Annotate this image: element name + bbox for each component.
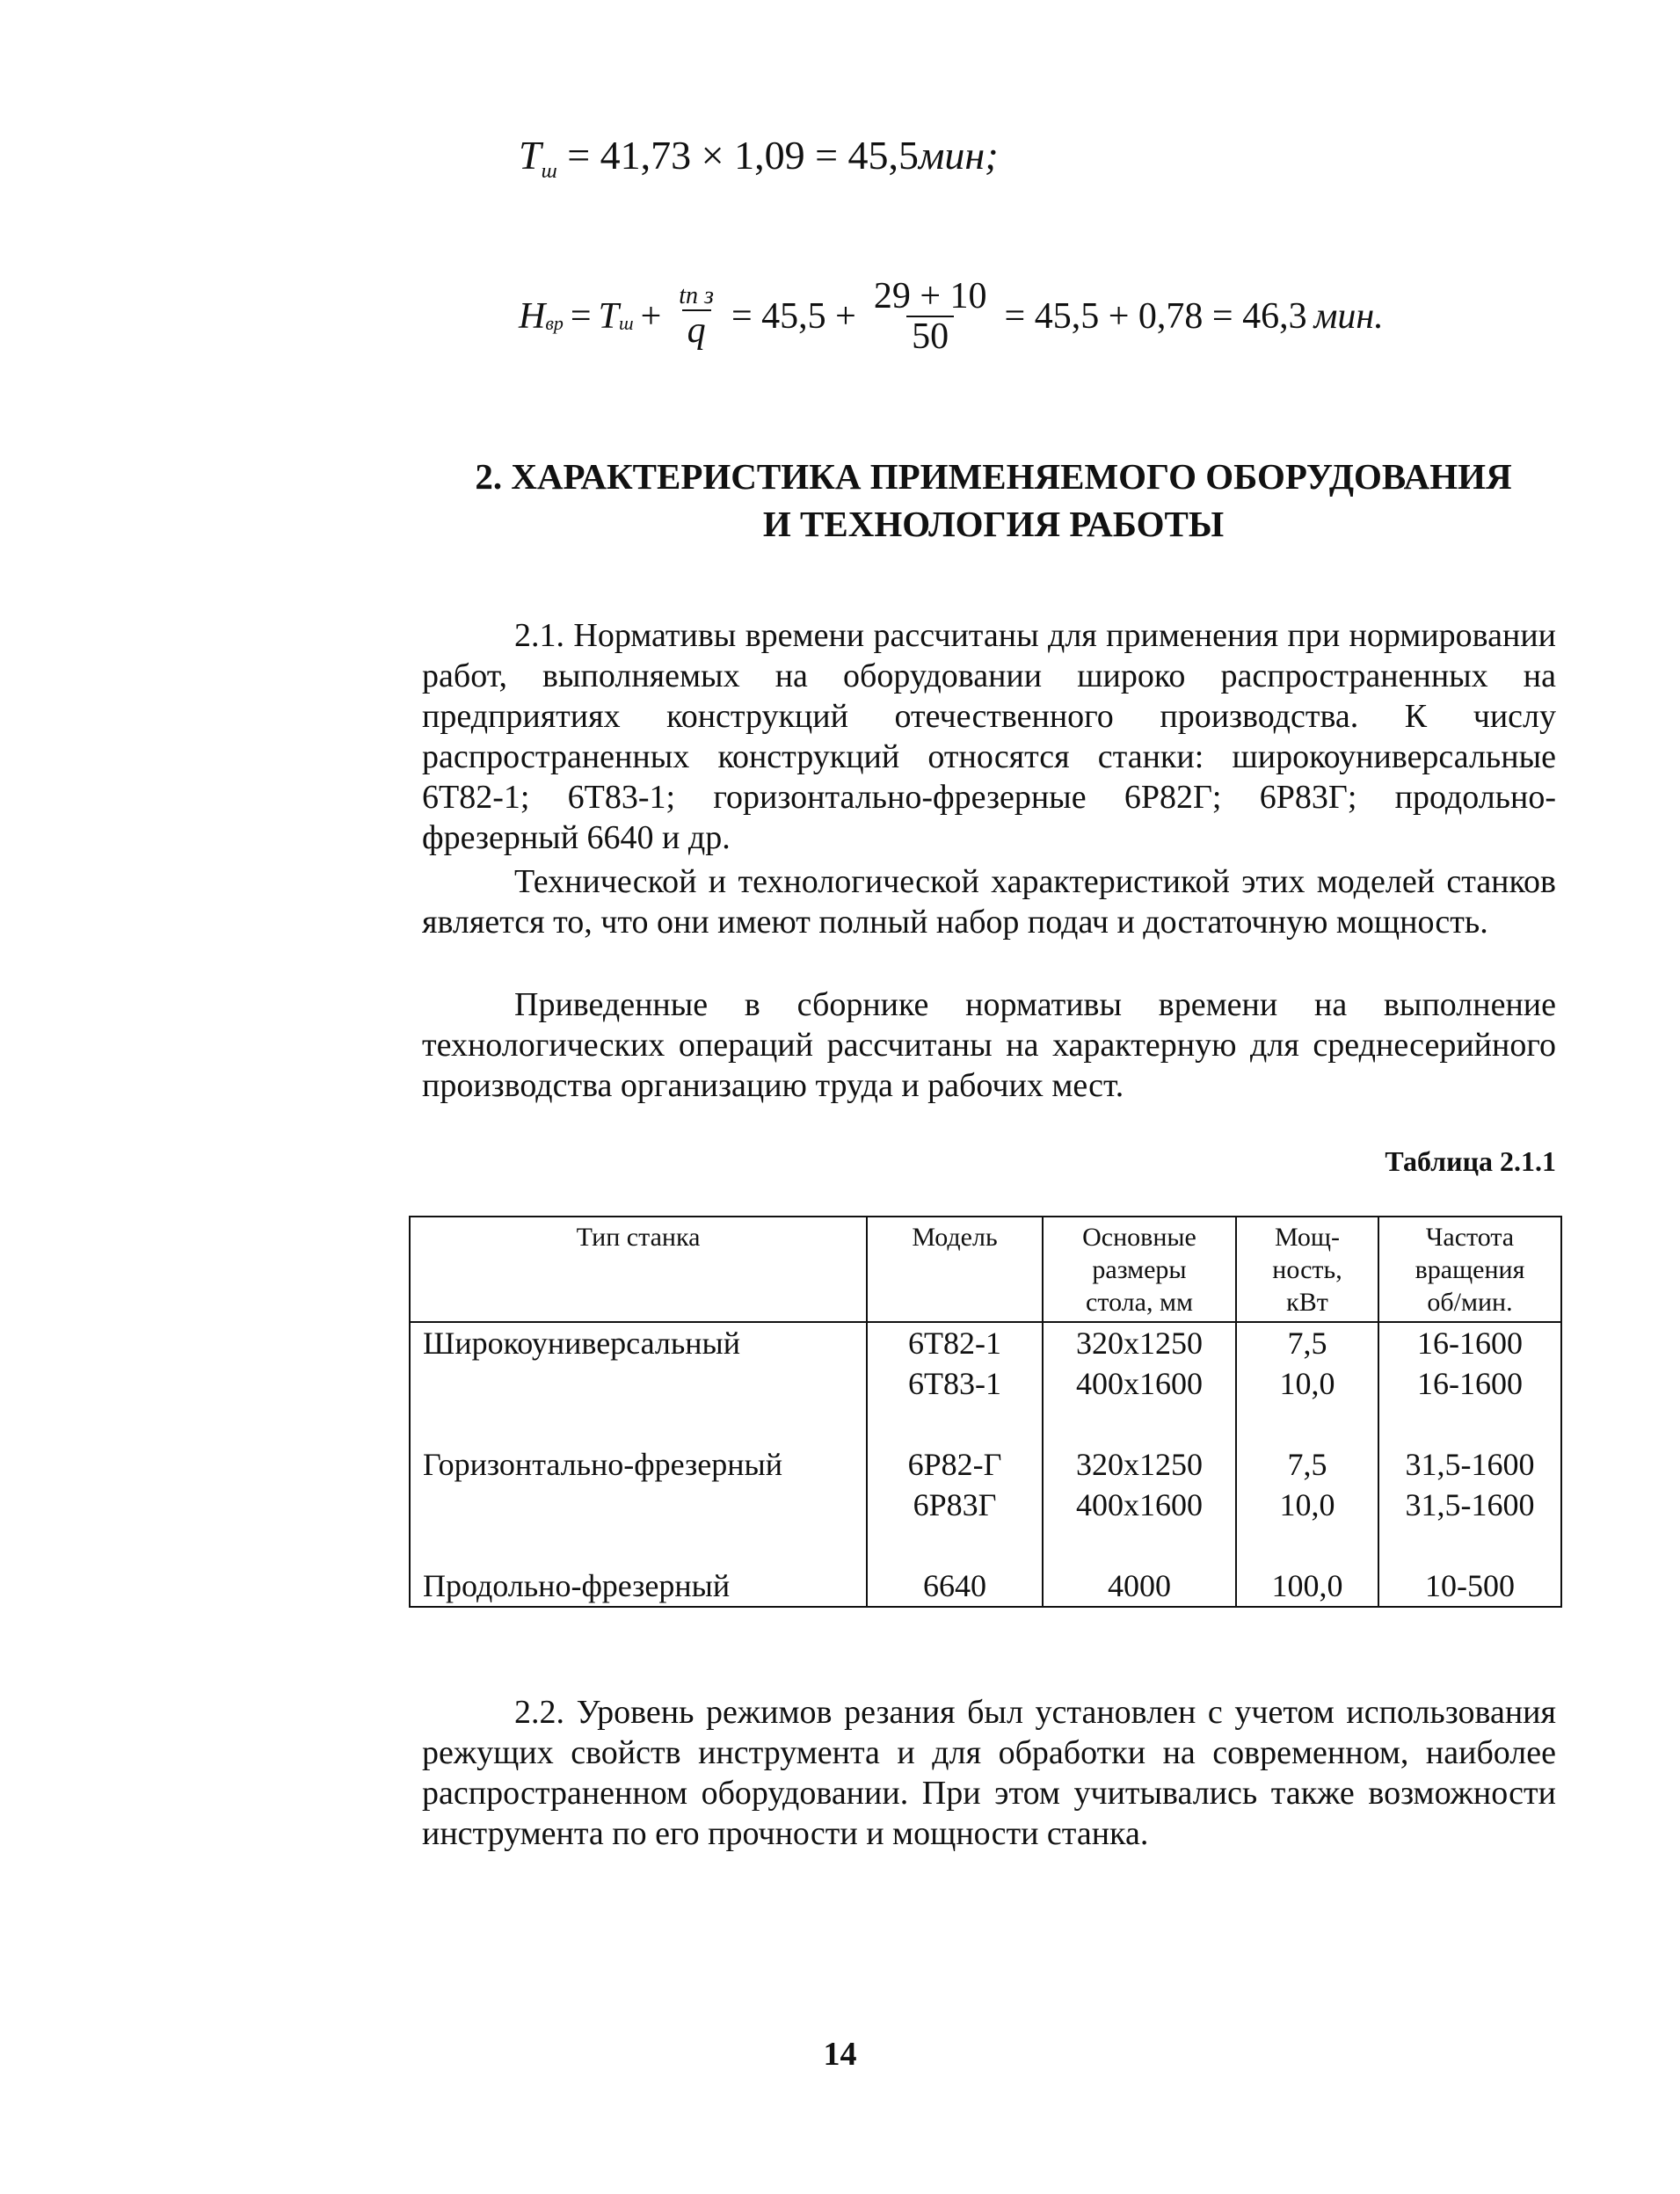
cell-rotation-speed: 16-1600 [1378, 1363, 1561, 1404]
cell-table-size: 4000 [1043, 1566, 1236, 1607]
cell-rotation-speed: 31,5-1600 [1378, 1444, 1561, 1485]
table-row [410, 1444, 1561, 1485]
formula2-lhs-var: H [519, 296, 546, 337]
equipment-table [409, 1216, 1562, 1608]
cell-rotation-speed: 10-500 [1378, 1566, 1561, 1607]
table-row [410, 1566, 1561, 1607]
formula2-eq: = [570, 296, 592, 337]
cell-table-size: 400x1600 [1043, 1363, 1236, 1404]
formula2-lhs-sub: вр [545, 312, 564, 334]
formula2-t-var: T [598, 296, 619, 337]
formula2-mid: = 45,5 + [731, 296, 856, 337]
cell-table-size: 320x1250 [1043, 1322, 1236, 1363]
cell-power: 7,5 [1236, 1444, 1378, 1485]
table-caption: Таблица 2.1.1 [1385, 1145, 1556, 1177]
table-header-row [410, 1217, 1561, 1322]
cell-rotation-speed: 31,5-1600 [1378, 1485, 1561, 1525]
paragraph-norms: Приведенные в сборнике нормативы времени на выполнение технологических операций рассчитаны на характерную для среднесерийного производства организацию труда и рабочих мест. [422, 986, 1556, 1104]
header-machine-type: Тип станка [410, 1217, 867, 1322]
section-heading-line1: 2. ХАРАКТЕРИСТИКА ПРИМЕНЯЕМОГО ОБОРУДОВАНИЯ [475, 456, 1512, 497]
cell-machine-type [410, 1485, 867, 1525]
formula-shift-time [519, 132, 999, 183]
formula-expression: = 41,73 × 1,09 = 45,5 [567, 133, 920, 178]
cell-model: 6Т82-1 [867, 1322, 1043, 1363]
formula2-fraction-setup [673, 283, 719, 349]
section-heading-line2: И ТЕХНОЛОГИЯ РАБОТЫ [762, 504, 1225, 544]
fraction-denominator: 50 [906, 316, 954, 356]
cell-model: 6Р82-Г [867, 1444, 1043, 1485]
formula-unit: мин; [919, 133, 999, 178]
header-table-size: Основные размеры стола, мм [1043, 1217, 1236, 1322]
formula2-fraction-values [869, 277, 993, 356]
paragraph-2-1: 2.1. Нормативы времени рассчитаны для применения при нормировании работ, выполняемых на оборудовании широко распространенных на предприятиях конструкций отечественного производства. К числу распространенных конструкций относятся станки: широкоуниверсальные 6Т82-1; 6Т83-1; горизонтально-фрезерные 6Р82Г; 6Р83Г; продольно-фрезерный 6640 и др. [422, 617, 1556, 856]
section-heading [422, 453, 1565, 548]
cell-machine-type: Продольно-фрезерный [410, 1566, 867, 1607]
table-row [410, 1322, 1561, 1363]
table-row [410, 1363, 1561, 1404]
paragraph-characteristics: Технической и технологической характеристикой этих моделей станков является то, что они имеют полный набор подач и достаточную мощность. [422, 863, 1556, 941]
cell-model: 6640 [867, 1566, 1043, 1607]
formula2-result: = 45,5 + 0,78 = 46,3 [1004, 296, 1307, 337]
cell-machine-type: Горизонтально-фрезерный [410, 1444, 867, 1485]
table-spacer-row [410, 1404, 1561, 1444]
fraction-numerator: 29 + 10 [873, 275, 987, 316]
formula2-t-sub: ш [618, 312, 634, 334]
fraction-numerator: tп з [679, 282, 714, 310]
cell-machine-type: Широкоуниверсальный [410, 1322, 867, 1363]
paragraph-2-2: 2.2. Уровень режимов резания был установлен с учетом использования режущих свойств инструмента и для обработки на современном, наиболее распространенном оборудовании. При этом учитывались также возможности инструмента по его прочности и мощности станка. [422, 1694, 1556, 1852]
header-rotation-speed: Частота вращения об/мин. [1378, 1217, 1561, 1322]
formula2-plus: + [640, 296, 662, 337]
formula-lhs-sub: ш [541, 160, 557, 183]
formula-lhs-var: T [519, 133, 542, 178]
cell-model: 6Р83Г [867, 1485, 1043, 1525]
formula2-unit: мин. [1313, 296, 1384, 337]
header-power: Мощ- ность, кВт [1236, 1217, 1378, 1322]
page-number: 14 [823, 2036, 857, 2073]
cell-power: 100,0 [1236, 1566, 1378, 1607]
cell-power: 10,0 [1236, 1485, 1378, 1525]
cell-table-size: 320x1250 [1043, 1444, 1236, 1485]
cell-power: 7,5 [1236, 1322, 1378, 1363]
cell-power: 10,0 [1236, 1363, 1378, 1404]
fraction-denominator: q [682, 309, 711, 350]
table-row [410, 1485, 1561, 1525]
formula-norm-time [519, 272, 1384, 360]
table-spacer-row [410, 1525, 1561, 1566]
cell-table-size: 400x1600 [1043, 1485, 1236, 1525]
cell-model: 6Т83-1 [867, 1363, 1043, 1404]
cell-rotation-speed: 16-1600 [1378, 1322, 1561, 1363]
header-model: Модель [867, 1217, 1043, 1322]
cell-machine-type [410, 1363, 867, 1404]
